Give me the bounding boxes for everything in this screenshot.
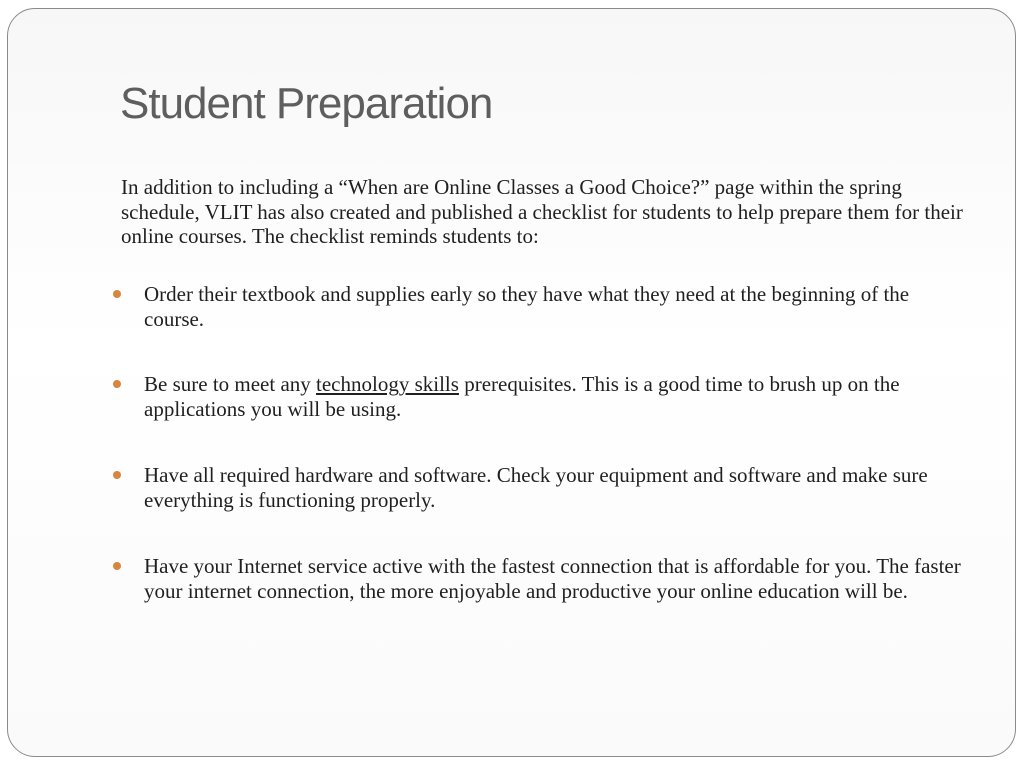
checklist-item-text-end: prerequisites. This is a good time to brush up on the applications you will be using. — [144, 372, 900, 421]
intro-paragraph: In addition to including a “When are Online Classes a Good Choice?” page within the spring schedule, VLIT has also created and published a checklist for students to help prepare them for their online courses. The checklist reminds students to: — [121, 175, 963, 248]
bullet-icon — [113, 380, 121, 388]
technology-skills-link[interactable]: technology skills — [316, 372, 459, 396]
checklist-item-text: Have your Internet service active with the fastest connection that is affordable for you. The faster your internet connection, the more enjoyable and productive your online education will be. — [144, 554, 961, 603]
bullet-icon — [113, 471, 121, 479]
checklist-item-text: Order their textbook and supplies early so they have what they need at the beginning of the course. — [144, 282, 910, 331]
bullet-icon — [113, 290, 121, 298]
checklist-item-text-start: Be sure to meet any — [144, 372, 317, 396]
checklist-item-text: Have all required hardware and software. Check your equipment and software and make sure everything is functioning properly. — [144, 463, 928, 512]
checklist-item-text — [144, 372, 972, 421]
bullet-icon — [113, 562, 121, 570]
slide-title: Student Preparation — [120, 79, 493, 128]
